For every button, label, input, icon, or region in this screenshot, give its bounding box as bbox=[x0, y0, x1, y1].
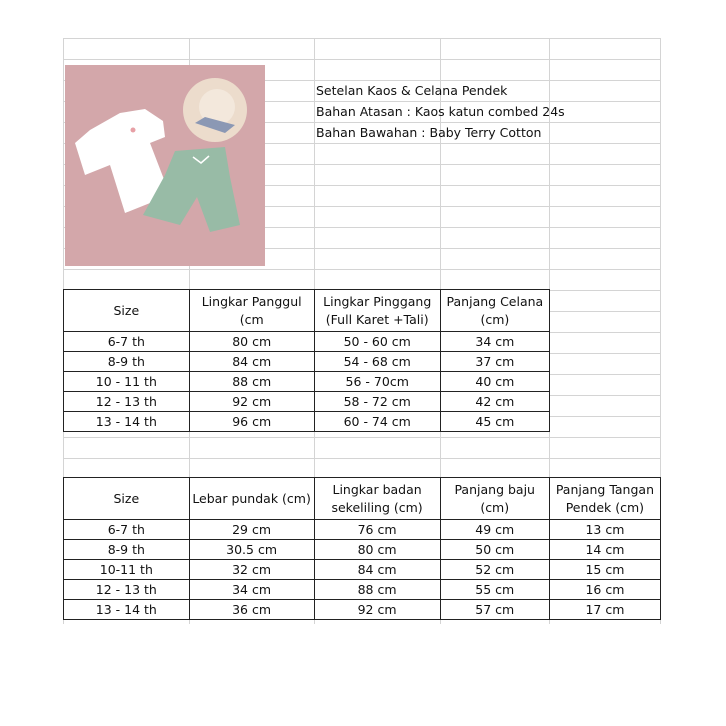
table-cell: 56 - 70cm bbox=[314, 372, 440, 392]
table-cell: 58 - 72 cm bbox=[314, 392, 440, 412]
header-cell bbox=[314, 290, 440, 332]
header-cell bbox=[64, 290, 190, 332]
table-cell: 84 cm bbox=[314, 560, 440, 580]
table-cell: 6-7 th bbox=[64, 332, 190, 352]
table-cell: 50 cm bbox=[440, 540, 549, 560]
table-cell: 80 cm bbox=[314, 540, 440, 560]
table-cell: 6-7 th bbox=[64, 520, 190, 540]
table-row bbox=[64, 352, 550, 372]
bottom-material: Bahan Bawahan : Baby Terry Cotton bbox=[316, 125, 542, 140]
table-cell: 57 cm bbox=[440, 600, 549, 620]
table-cell: 54 - 68 cm bbox=[314, 352, 440, 372]
grid-row-line bbox=[63, 59, 661, 60]
table-cell: 96 cm bbox=[189, 412, 314, 432]
table-cell: 15 cm bbox=[549, 560, 660, 580]
table-cell: 88 cm bbox=[314, 580, 440, 600]
table-cell: 36 cm bbox=[189, 600, 314, 620]
table-row bbox=[64, 560, 661, 580]
header-text: Pendek (cm) bbox=[565, 499, 645, 515]
table-row bbox=[64, 540, 661, 560]
table-cell: 16 cm bbox=[549, 580, 660, 600]
table-cell: 8-9 th bbox=[64, 352, 190, 372]
table-row bbox=[64, 392, 550, 412]
header-text: Panjang Tangan bbox=[555, 481, 654, 497]
table-cell: 80 cm bbox=[189, 332, 314, 352]
product-illustration bbox=[65, 65, 265, 266]
table-cell: 13 cm bbox=[549, 520, 660, 540]
table-cell: 40 cm bbox=[440, 372, 549, 392]
table-cell: 13 - 14 th bbox=[64, 600, 190, 620]
table-row bbox=[64, 600, 661, 620]
table-cell: 10-11 th bbox=[64, 560, 190, 580]
table-row bbox=[64, 520, 661, 540]
table-row bbox=[64, 412, 550, 432]
header-row bbox=[64, 290, 550, 332]
table-cell: 13 - 14 th bbox=[64, 412, 190, 432]
header-text: (cm) bbox=[480, 311, 510, 327]
header-cell bbox=[440, 290, 549, 332]
header-cell bbox=[64, 478, 190, 520]
header-row bbox=[64, 478, 661, 520]
table-cell: 84 cm bbox=[189, 352, 314, 372]
table-cell: 42 cm bbox=[440, 392, 549, 412]
header-text: Panjang Celana bbox=[446, 293, 544, 309]
grid-row-line bbox=[63, 437, 661, 438]
header-cell bbox=[189, 290, 314, 332]
product-title: Setelan Kaos & Celana Pendek bbox=[316, 83, 508, 98]
table-cell: 37 cm bbox=[440, 352, 549, 372]
table-cell: 30.5 cm bbox=[189, 540, 314, 560]
header-cell bbox=[440, 478, 549, 520]
table-cell: 34 cm bbox=[440, 332, 549, 352]
table-cell: 88 cm bbox=[189, 372, 314, 392]
header-text: Lingkar Pinggang bbox=[323, 293, 432, 309]
table-cell: 92 cm bbox=[314, 600, 440, 620]
header-text: Panjang baju bbox=[454, 481, 535, 497]
header-text: (Full Karet +Tali) bbox=[325, 311, 429, 327]
table-cell: 76 cm bbox=[314, 520, 440, 540]
header-cell bbox=[189, 478, 314, 520]
table-row bbox=[64, 372, 550, 392]
table-cell: 12 - 13 th bbox=[64, 392, 190, 412]
grid-row-line bbox=[63, 38, 661, 39]
product-photo bbox=[65, 65, 265, 266]
table-cell: 10 - 11 th bbox=[64, 372, 190, 392]
top-material: Bahan Atasan : Kaos katun combed 24s bbox=[316, 104, 565, 119]
table-cell: 45 cm bbox=[440, 412, 549, 432]
table-cell: 32 cm bbox=[189, 560, 314, 580]
shirt-size-table bbox=[63, 477, 661, 620]
shorts-icon bbox=[143, 147, 240, 232]
header-text: (cm) bbox=[480, 499, 510, 515]
header-cell bbox=[549, 478, 660, 520]
table-cell: 34 cm bbox=[189, 580, 314, 600]
table-cell: 12 - 13 th bbox=[64, 580, 190, 600]
table-row bbox=[64, 332, 550, 352]
table-cell: 92 cm bbox=[189, 392, 314, 412]
table-cell: 14 cm bbox=[549, 540, 660, 560]
header-cell bbox=[314, 478, 440, 520]
grid-row-line bbox=[63, 458, 661, 459]
header-text: sekeliling (cm) bbox=[331, 499, 423, 515]
table-cell: 49 cm bbox=[440, 520, 549, 540]
header-text: Lingkar badan bbox=[332, 481, 422, 497]
table-cell: 52 cm bbox=[440, 560, 549, 580]
table-row bbox=[64, 580, 661, 600]
pants-size-table bbox=[63, 289, 550, 432]
table-cell: 60 - 74 cm bbox=[314, 412, 440, 432]
hat-icon bbox=[183, 78, 247, 142]
header-text: Lebar pundak (cm) bbox=[192, 490, 311, 506]
table-cell: 29 cm bbox=[189, 520, 314, 540]
table-cell: 50 - 60 cm bbox=[314, 332, 440, 352]
spreadsheet bbox=[63, 38, 661, 624]
header-text: Lingkar Panggul bbox=[201, 293, 302, 309]
table-cell: 8-9 th bbox=[64, 540, 190, 560]
header-text: (cm bbox=[239, 311, 264, 327]
header-text: Size bbox=[113, 302, 140, 318]
table-cell: 17 cm bbox=[549, 600, 660, 620]
grid-row-line bbox=[63, 269, 661, 270]
header-text: Size bbox=[113, 490, 140, 506]
table-cell: 55 cm bbox=[440, 580, 549, 600]
